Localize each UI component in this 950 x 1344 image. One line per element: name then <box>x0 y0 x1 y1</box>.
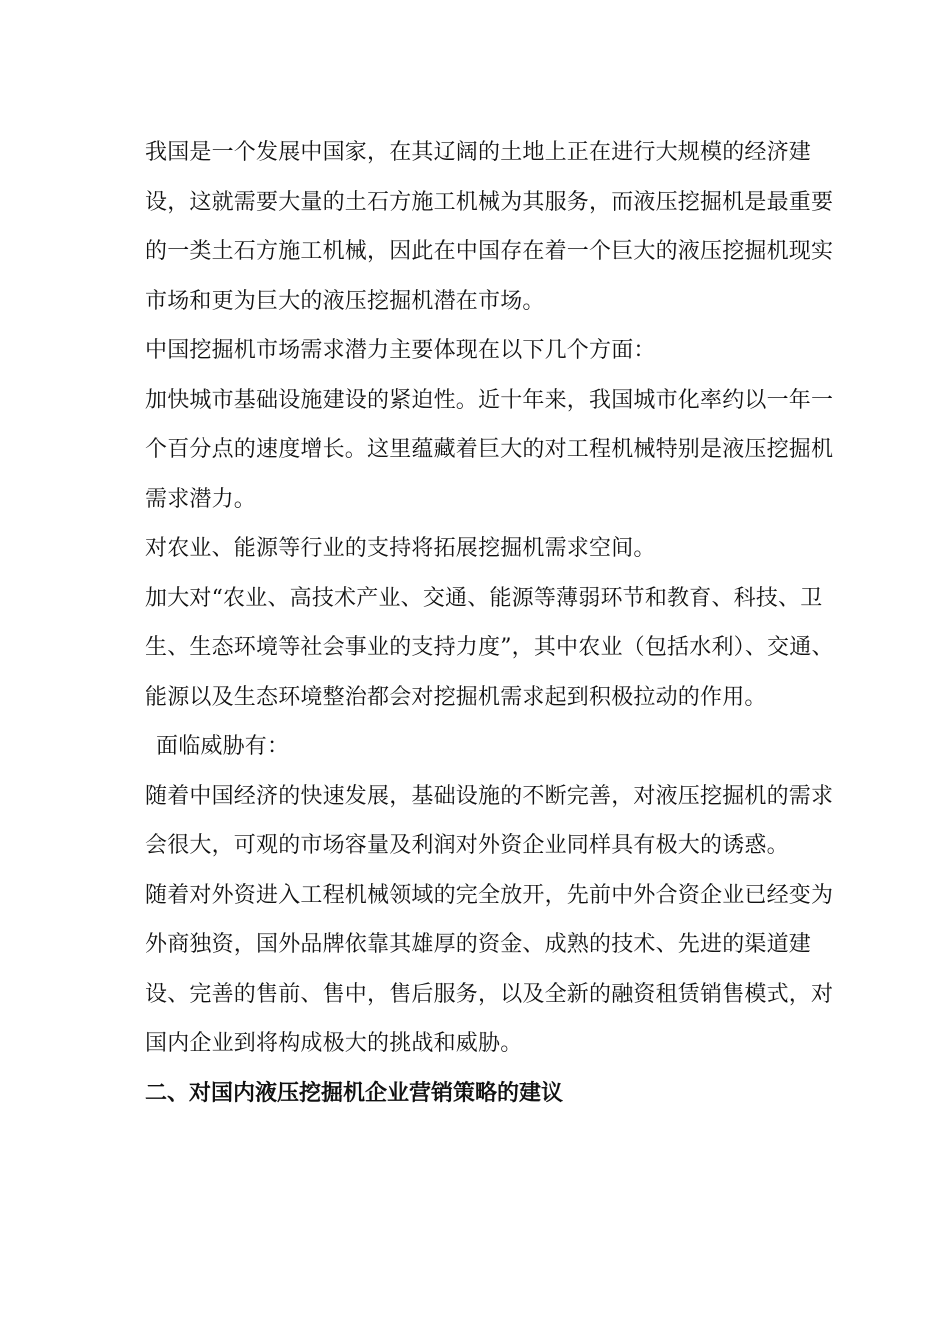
paragraph-support-strength: 加大对“农业、高技术产业、交通、能源等薄弱环节和教育、科技、卫生、生态环境等社会事业的支持力度”，其中农业（包括水利）、交通、能源以及生态环境整治都会对挖掘机需求起到积极拉动的作用。 <box>145 585 834 710</box>
paragraph-urban-infrastructure: 加快城市基础设施建设的紧迫性。近十年来，我国城市化率约以一年一个百分点的速度增长。这里蕴藏着巨大的对工程机械特别是液压挖掘机需求潜力。 <box>145 387 834 512</box>
section-heading: 二、对国内液压挖掘机企业营销策略的建议 <box>145 1080 564 1106</box>
paragraph-market-attraction: 随着中国经济的快速发展，基础设施的不断完善，对液压挖掘机的需求会很大，可观的市场容量及利润对外资企业同样具有极大的诱惑。 <box>145 783 834 858</box>
document-body <box>145 128 835 1119</box>
paragraph-threats-heading: 面临威胁有： <box>156 734 290 759</box>
paragraph-demand-potential: 中国挖掘机市场需求潜力主要体现在以下几个方面： <box>145 338 656 363</box>
paragraph-agriculture-energy: 对农业、能源等行业的支持将拓展挖掘机需求空间。 <box>145 536 656 561</box>
paragraph-foreign-competition: 随着对外资进入工程机械领域的完全放开，先前中外合资企业已经变为外商独资，国外品牌依靠其雄厚的资金、成熟的技术、先进的渠道建设、完善的售前、售中，售后服务，以及全新的融资租赁销售模式，对国内企业到将构成极大的挑战和威胁。 <box>145 882 834 1056</box>
paragraph-intro: 我国是一个发展中国家，在其辽阔的土地上正在进行大规模的经济建设，这就需要大量的土石方施工机械为其服务，而液压挖掘机是最重要的一类土石方施工机械，因此在中国存在着一个巨大的液压挖掘机现实市场和更为巨大的液压挖掘机潜在市场。 <box>145 140 834 314</box>
